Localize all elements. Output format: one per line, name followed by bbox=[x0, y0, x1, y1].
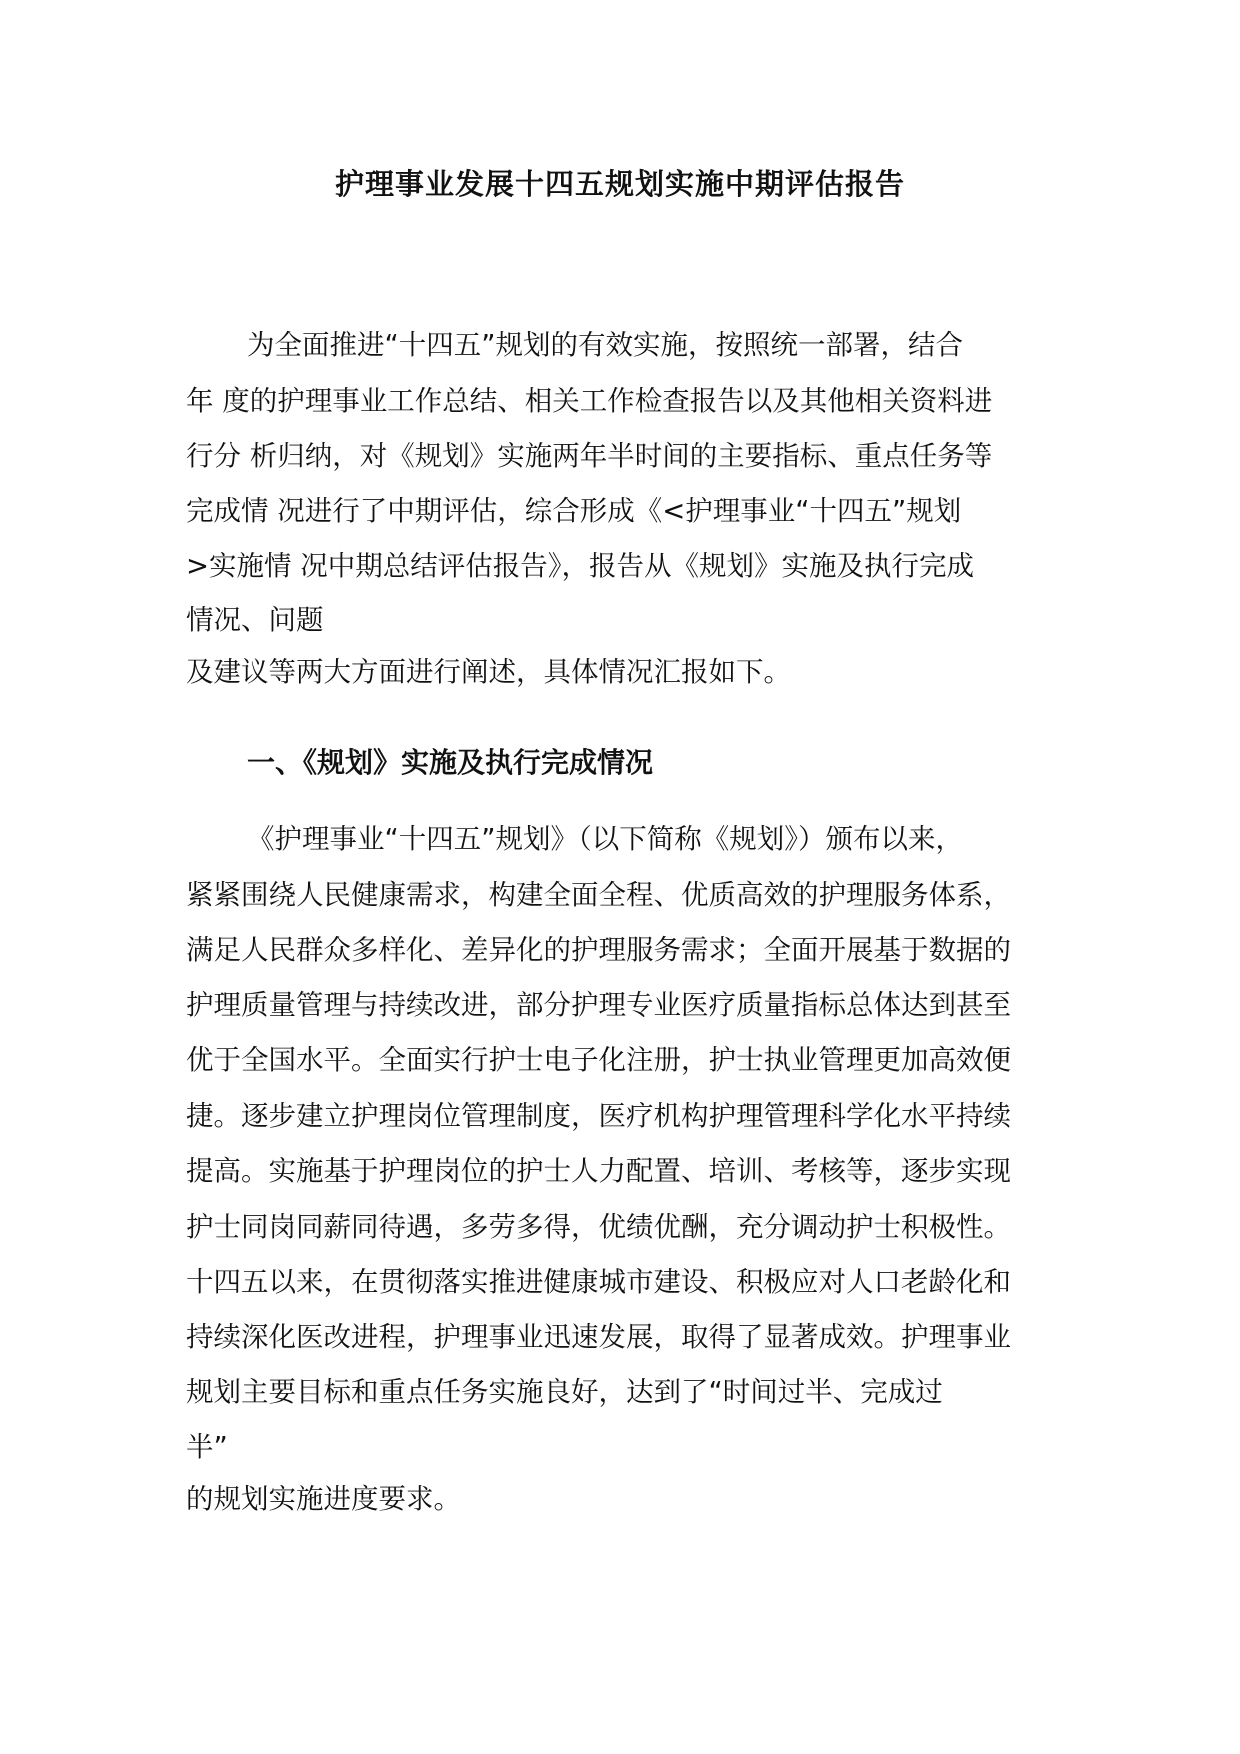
section-1-line-4: 护理质量管理与持续改进，部分护理专业医疗质量指标总体达到甚至 bbox=[186, 989, 1011, 1021]
intro-line-2: 年 度的护理事业工作总结、相关工作检查报告以及其他相关资料进 bbox=[186, 385, 993, 417]
section-1-line-13: 的规划实施进度要求。 bbox=[186, 1483, 461, 1515]
intro-line-1: 为全面推进“十四五”规划的有效实施，按照统一部署，结合 bbox=[247, 329, 963, 361]
intro-line-5: >实施情 况中期总结评估报告》，报告从《规划》实施及执行完成 bbox=[186, 550, 975, 582]
section-1-line-1: 《护理事业“十四五”规划》（以下简称《规划》）颁布以来， bbox=[247, 823, 963, 855]
document-title: 护理事业发展十四五规划实施中期评估报告 bbox=[334, 167, 905, 201]
section-1-line-2: 紧紧围绕人民健康需求，构建全面全程、优质高效的护理服务体系， bbox=[186, 879, 1011, 911]
section-1-heading: 一、《规划》实施及执行完成情况 bbox=[247, 746, 654, 779]
section-1-line-6: 捷。逐步建立护理岗位管理制度，医疗机构护理管理科学化水平持续 bbox=[186, 1100, 1011, 1132]
section-1-line-5: 优于全国水平。全面实行护士电子化注册，护士执业管理更加高效便 bbox=[186, 1044, 1011, 1076]
intro-line-4: 完成情 况进行了中期评估，综合形成《<护理事业“十四五”规划 bbox=[186, 495, 962, 527]
section-1-line-9: 十四五以来，在贯彻落实推进健康城市建设、积极应对人口老龄化和 bbox=[186, 1266, 1011, 1298]
section-1-line-8: 护士同岗同薪同待遇，多劳多得，优绩优酬，充分调动护士积极性。 bbox=[186, 1211, 1011, 1243]
section-1-line-11: 规划主要目标和重点任务实施良好，达到了“时间过半、完成过 bbox=[186, 1376, 943, 1408]
intro-line-3: 行分 析归纳，对《规划》实施两年半时间的主要指标、重点任务等 bbox=[186, 440, 993, 472]
section-1-line-10: 持续深化医改进程，护理事业迅速发展，取得了显著成效。护理事业 bbox=[186, 1321, 1011, 1353]
intro-line-6: 情况、问题 bbox=[186, 604, 324, 636]
section-1-line-3: 满足人民群众多样化、差异化的护理服务需求；全面开展基于数据的 bbox=[186, 934, 1011, 966]
section-1-line-7: 提高。实施基于护理岗位的护士人力配置、培训、考核等，逐步实现 bbox=[186, 1155, 1011, 1187]
intro-line-7: 及建议等两大方面进行阐述，具体情况汇报如下。 bbox=[186, 656, 791, 688]
section-1-line-12: 半” bbox=[186, 1431, 228, 1463]
